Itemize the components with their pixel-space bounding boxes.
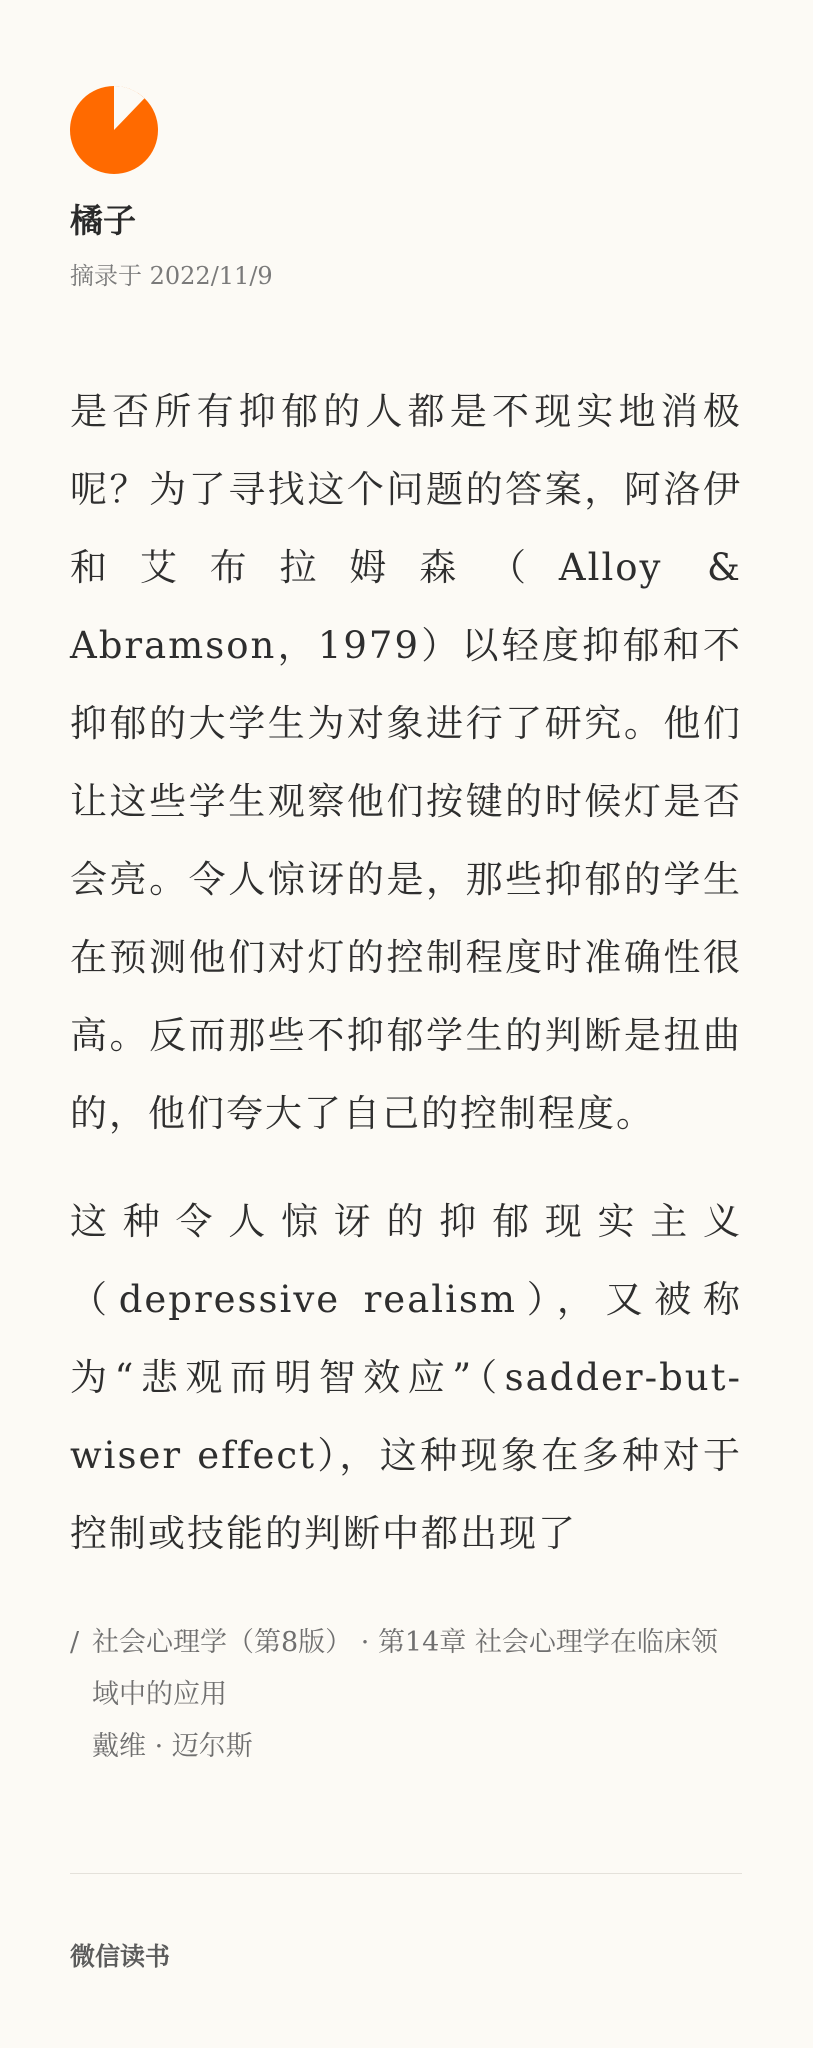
source-slash: / — [70, 1627, 80, 1658]
avatar[interactable] — [70, 86, 158, 174]
book-title[interactable]: 社会心理学（第8版） — [92, 1627, 353, 1658]
chapter-title[interactable]: 第14章 社会心理学在临床领域中的应用 — [92, 1627, 718, 1710]
excerpt-paragraph: 是否所有抑郁的人都是不现实地消极呢？为了寻找这个问题的答案，阿洛伊和艾布拉姆森（Alloy & Abramson，1979）以轻度抑郁和不抑郁的大学生为对象进行了研究。他们让这些学生观察他们按键的时候灯是否会亮。令人惊讶的是，那些抑郁的学生在预测他们对灯的控制程度时准确性很高。反而那些不抑郁学生的判断是扭曲的，他们夸大了自己的控制程度。 — [70, 390, 742, 1135]
excerpt-date: 摘录于 2022/11/9 — [70, 262, 273, 290]
excerpt-body — [70, 373, 742, 1573]
divider — [70, 1873, 742, 1874]
source-info — [70, 1617, 742, 1773]
separator-dot: · — [352, 1627, 378, 1658]
excerpt-paragraph: 这种令人惊讶的抑郁现实主义（depressive realism），又被称为“悲观而明智效应”（sadder-but-wiser effect），这种现象在多种对于控制或技能的判断中都出现了 — [70, 1200, 742, 1555]
brand-label: 微信读书 — [70, 1942, 171, 1971]
book-author: 戴维 · 迈尔斯 — [92, 1731, 253, 1762]
author-name: 橘子 — [70, 201, 136, 240]
source-book-chapter — [92, 1617, 742, 1721]
